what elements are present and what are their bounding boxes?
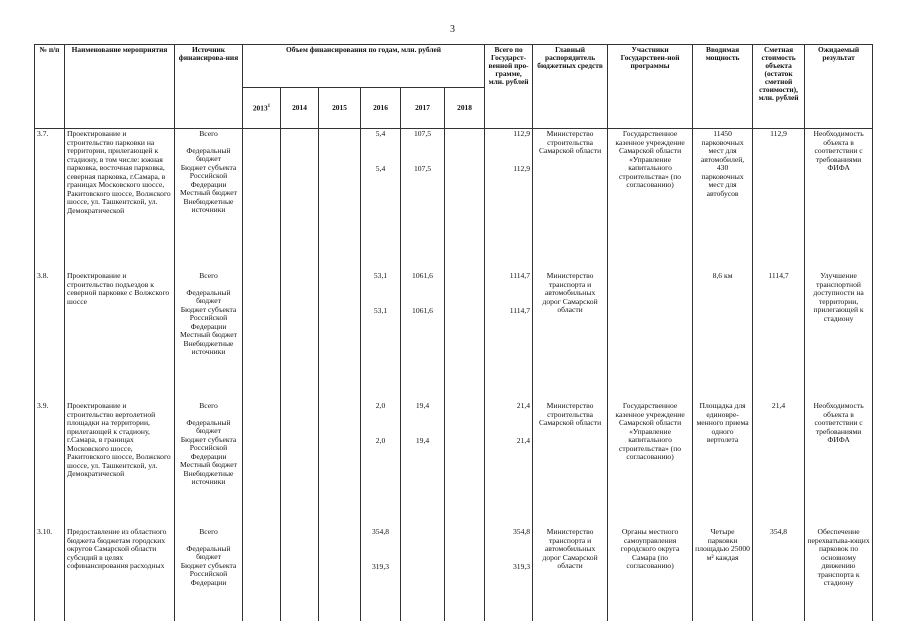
row-2017 [401, 527, 445, 621]
header-result: Ожидаемый результат [805, 45, 873, 129]
header-capacity: Вводимая мощность [693, 45, 753, 129]
row-capacity: 8,6 км [693, 271, 753, 401]
row-num: 3.8. [35, 271, 65, 401]
row-name: Проектирование и строительство вертолетной площадки на территории, прилегающей к стадиону, г.Самара, в границах Московского шоссе, Ракитовского шоссе, Волжского шоссе, ул. Ташкентской, ул. Демократической [65, 401, 175, 527]
row-num: 3.7. [35, 129, 65, 272]
row-2016: 2,0 2,0 [361, 401, 401, 527]
row-manager: Министерство строительства Самарской области [533, 129, 608, 272]
row-estimate: 21,4 [753, 401, 805, 527]
row-total: 21,4 21,4 [485, 401, 533, 527]
header-year-2016: 2016 [361, 88, 401, 129]
row-result: Необходимость объекта в соответствии с требованиями ФИФА [805, 129, 873, 272]
row-estimate: 1114,7 [753, 271, 805, 401]
table-row [35, 271, 873, 401]
header-num: № п/п [35, 45, 65, 129]
row-2016: 53,1 53,1 [361, 271, 401, 401]
row-result: Улучшение транспортной доступности на территории, прилегающей к стадиону [805, 271, 873, 401]
row-2017: 19,4 19,4 [401, 401, 445, 527]
row-participants [608, 271, 693, 401]
row-sources: Всего Федеральный бюджет Бюджет субъекта Российской Федерации [175, 527, 243, 621]
row-capacity: Площадка для единовре-менного приема одного вертолета [693, 401, 753, 527]
table-row [35, 129, 873, 272]
row-name: Предоставление из областного бюджета бюджетам городских округов Самарской области субсидий в целях софинансирования расходных [65, 527, 175, 621]
row-manager: Министерство транспорта и автомобильных дорог Самарской области [533, 527, 608, 621]
row-2017: 1061,6 1061,6 [401, 271, 445, 401]
row-participants: Государственное казенное учреждение Самарской области «Управление капитального строительства» (по согласованию) [608, 401, 693, 527]
row-result: Необходимость объекта в соответствии с требованиями ФИФА [805, 401, 873, 527]
row-sources: Всего Федеральный бюджет Бюджет субъекта Российской Федерации Местный бюджет Внебюджетные источники [175, 129, 243, 272]
row-manager: Министерство транспорта и автомобильных дорог Самарской области [533, 271, 608, 401]
table-row [35, 527, 873, 621]
header-source: Источник финансирова-ния [175, 45, 243, 129]
page-number: 3 [450, 24, 455, 35]
row-participants: Государственное казенное учреждение Самарской области «Управление капитального строительства» (по согласованию) [608, 129, 693, 272]
row-capacity: 11450 парковочных мест для автомобилей, 430 парковочных мест для автобусов [693, 129, 753, 272]
row-estimate: 112,9 [753, 129, 805, 272]
row-name: Проектирование и строительство подъездов к северной парковке с Волжского шоссе [65, 271, 175, 401]
row-estimate: 354,8 [753, 527, 805, 621]
row-2017: 107,5 107,5 [401, 129, 445, 272]
header-year-2017: 2017 [401, 88, 445, 129]
header-year-2018: 2018 [445, 88, 485, 129]
header-manager: Главный распорядитель бюджетных средств [533, 45, 608, 129]
row-total: 1114,7 1114,7 [485, 271, 533, 401]
row-2016: 354,8 319,3 [361, 527, 401, 621]
row-sources: Всего Федеральный бюджет Бюджет субъекта Российской Федерации Местный бюджет Внебюджетные источники [175, 401, 243, 527]
row-capacity: Четыре парковки площадью 25000 м² каждая [693, 527, 753, 621]
header-year-2013: 2013$^1$ [243, 88, 281, 129]
row-2016: 5,4 5,4 [361, 129, 401, 272]
row-sources: Всего Федеральный бюджет Бюджет субъекта Российской Федерации Местный бюджет Внебюджетные источники [175, 271, 243, 401]
header-volume: Объем финансирования по годам, млн. рублей [243, 45, 485, 88]
header-participants: Участники Государствен-ной программы [608, 45, 693, 129]
header-total: Всего по Государст-венной про-грамме, млн. рублей [485, 45, 533, 129]
row-manager: Министерство строительства Самарской области [533, 401, 608, 527]
row-total: 112,9 112,9 [485, 129, 533, 272]
row-num: 3.9. [35, 401, 65, 527]
row-num: 3.10. [35, 527, 65, 621]
row-result: Обеспечение перехватыва-ющих парковок по основному движению транспорта к стадиону [805, 527, 873, 621]
table-row [35, 401, 873, 527]
header-name: Наименование мероприятия [65, 45, 175, 129]
row-participants: Органы местного самоуправления городского округа Самара (по согласованию) [608, 527, 693, 621]
row-total: 354,8 319,3 [485, 527, 533, 621]
row-name: Проектирование и строительство парковки на территории, прилегающей к стадиону, в том числе: южная парковка, восточная парковка, северная парковка, г.Самара, в границах Московского шоссе, Ракитовского шоссе, Волжского шоссе, ул. Ташкентской, ул. Демократической [65, 129, 175, 272]
header-estimate: Сметная стоимость объекта (остаток сметной стоимости), млн. рублей [753, 45, 805, 129]
header-year-2015: 2015 [319, 88, 361, 129]
header-year-2014: 2014 [281, 88, 319, 129]
financing-table [34, 44, 873, 621]
